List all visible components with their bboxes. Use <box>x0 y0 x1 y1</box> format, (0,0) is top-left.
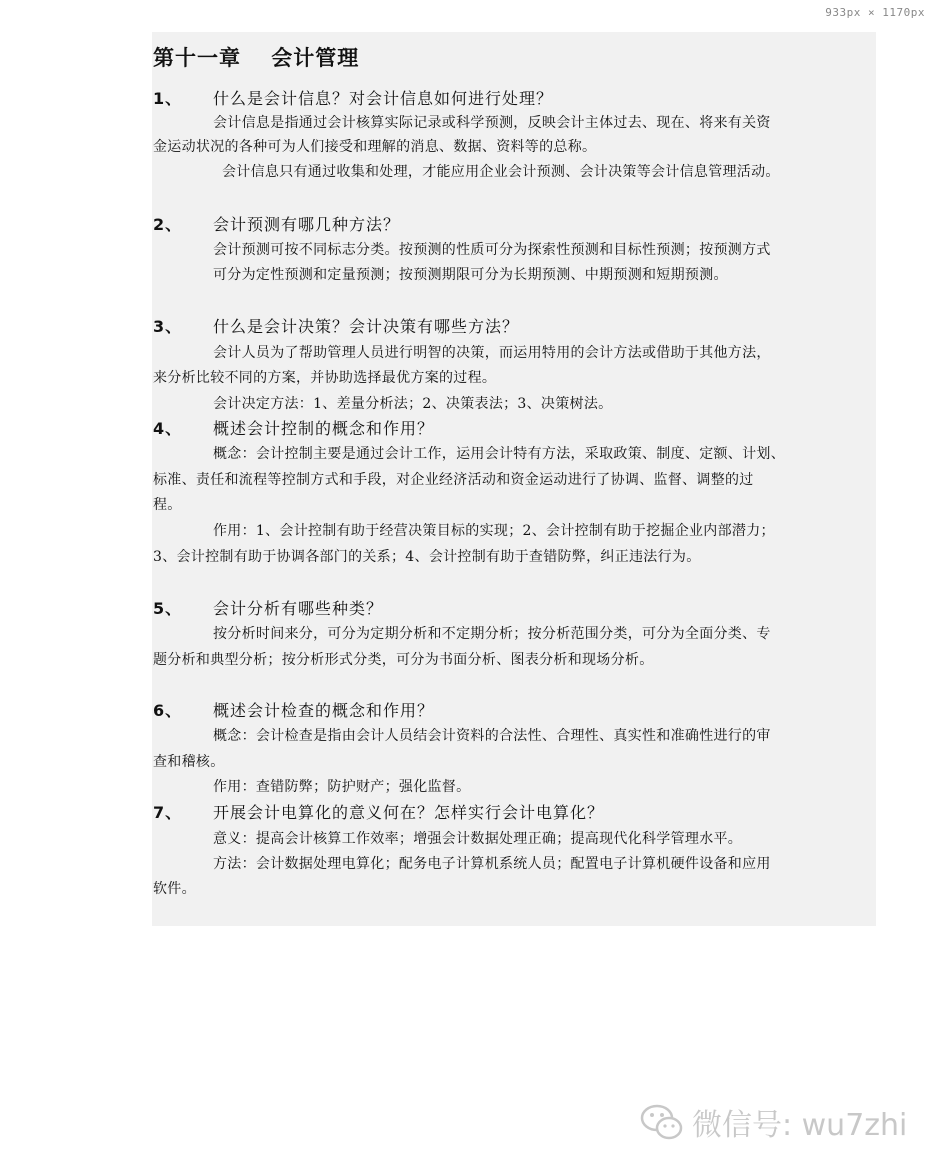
answer-line: 方法：会计数据处理电算化；配务电子计算机系统人员；配置电子计算机硬件设备和应用 <box>213 856 771 872</box>
answer-line: 可分为定性预测和定量预测；按预测期限可分为长期预测、中期预测和短期预测。 <box>213 267 728 283</box>
answer-line: 金运动状况的各种可为人们接受和理解的消息、数据、资料等的总称。 <box>153 139 597 155</box>
question-text: 什么是会计信息？对会计信息如何进行处理？ <box>213 89 554 108</box>
answer-line: 会计人员为了帮助管理人员进行明智的决策，而运用特用的会计方法或借助于其他方法， <box>213 345 771 361</box>
answer-line: 按分析时间来分，可分为定期分析和不定期分析；按分析范围分类，可分为全面分类、专 <box>213 626 771 642</box>
question-text: 会计分析有哪些种类？ <box>213 599 384 618</box>
answer-line: 作用：1、会计控制有助于经营决策目标的实现；2、会计控制有助于挖掘企业内部潜力； <box>213 523 775 539</box>
answer-line: 软件。 <box>153 881 196 897</box>
question-number: 3、 <box>153 317 183 336</box>
answer-line: 意义：提高会计核算工作效率；增强会计数据处理正确；提高现代化科学管理水平。 <box>213 831 743 847</box>
question-1 <box>153 86 553 109</box>
question-number: 5、 <box>153 599 183 618</box>
answer-line: 会计决定方法：1、差量分析法；2、决策表法；3、决策树法。 <box>213 396 613 412</box>
question-7 <box>153 800 604 823</box>
answer-line: 概念：会计检查是指由会计人员结会计资料的合法性、合理性、真实性和准确性进行的审 <box>213 728 771 744</box>
wechat-icon <box>640 1103 684 1141</box>
question-text: 什么是会计决策？会计决策有哪些方法？ <box>213 317 520 336</box>
answer-line: 题分析和典型分析；按分析形式分类，可分为书面分析、图表分析和现场分析。 <box>153 652 654 668</box>
chapter-title: 第十一章 会计管理 <box>153 45 360 70</box>
question-4 <box>153 416 434 439</box>
answer-line: 作用：查错防弊；防护财产；强化监督。 <box>213 779 471 795</box>
question-2 <box>153 212 400 235</box>
wechat-watermark <box>640 1100 907 1144</box>
question-number: 4、 <box>153 419 183 438</box>
question-number: 1、 <box>153 89 183 108</box>
wechat-id-text: 微信号: wu7zhi <box>692 1108 908 1143</box>
question-3 <box>153 314 519 337</box>
question-number: 7、 <box>153 803 183 822</box>
answer-line: 会计信息只有通过收集和处理，才能应用企业会计预测、会计决策等会计信息管理活动。 <box>222 164 780 180</box>
question-5 <box>153 596 383 619</box>
question-text: 会计预测有哪几种方法？ <box>213 215 401 234</box>
question-text: 概述会计控制的概念和作用？ <box>213 419 435 438</box>
answer-line: 会计信息是指通过会计核算实际记录或科学预测，反映会计主体过去、现在、将来有关资 <box>213 115 771 131</box>
answer-line: 来分析比较不同的方案，并协助选择最优方案的过程。 <box>153 370 497 386</box>
answer-line: 3、会计控制有助于协调各部门的关系；4、会计控制有助于查错防弊，纠正违法行为。 <box>153 549 701 565</box>
answer-line: 程。 <box>153 497 182 513</box>
image-size-label: 933px × 1170px <box>825 6 925 19</box>
question-text: 概述会计检查的概念和作用？ <box>213 701 435 720</box>
answer-line: 概念：会计控制主要是通过会计工作，运用会计特有方法，采取政策、制度、定额、计划、 <box>213 446 785 462</box>
question-number: 2、 <box>153 215 183 234</box>
answer-line: 会计预测可按不同标志分类。按预测的性质可分为探索性预测和目标性预测；按预测方式 <box>213 242 771 258</box>
question-number: 6、 <box>153 701 183 720</box>
answer-line: 标准、责任和流程等控制方式和手段，对企业经济活动和资金运动进行了协调、监督、调整的过 <box>153 472 754 488</box>
question-text: 开展会计电算化的意义何在？怎样实行会计电算化？ <box>213 803 605 822</box>
answer-line: 查和稽核。 <box>153 754 225 770</box>
question-6 <box>153 698 434 721</box>
